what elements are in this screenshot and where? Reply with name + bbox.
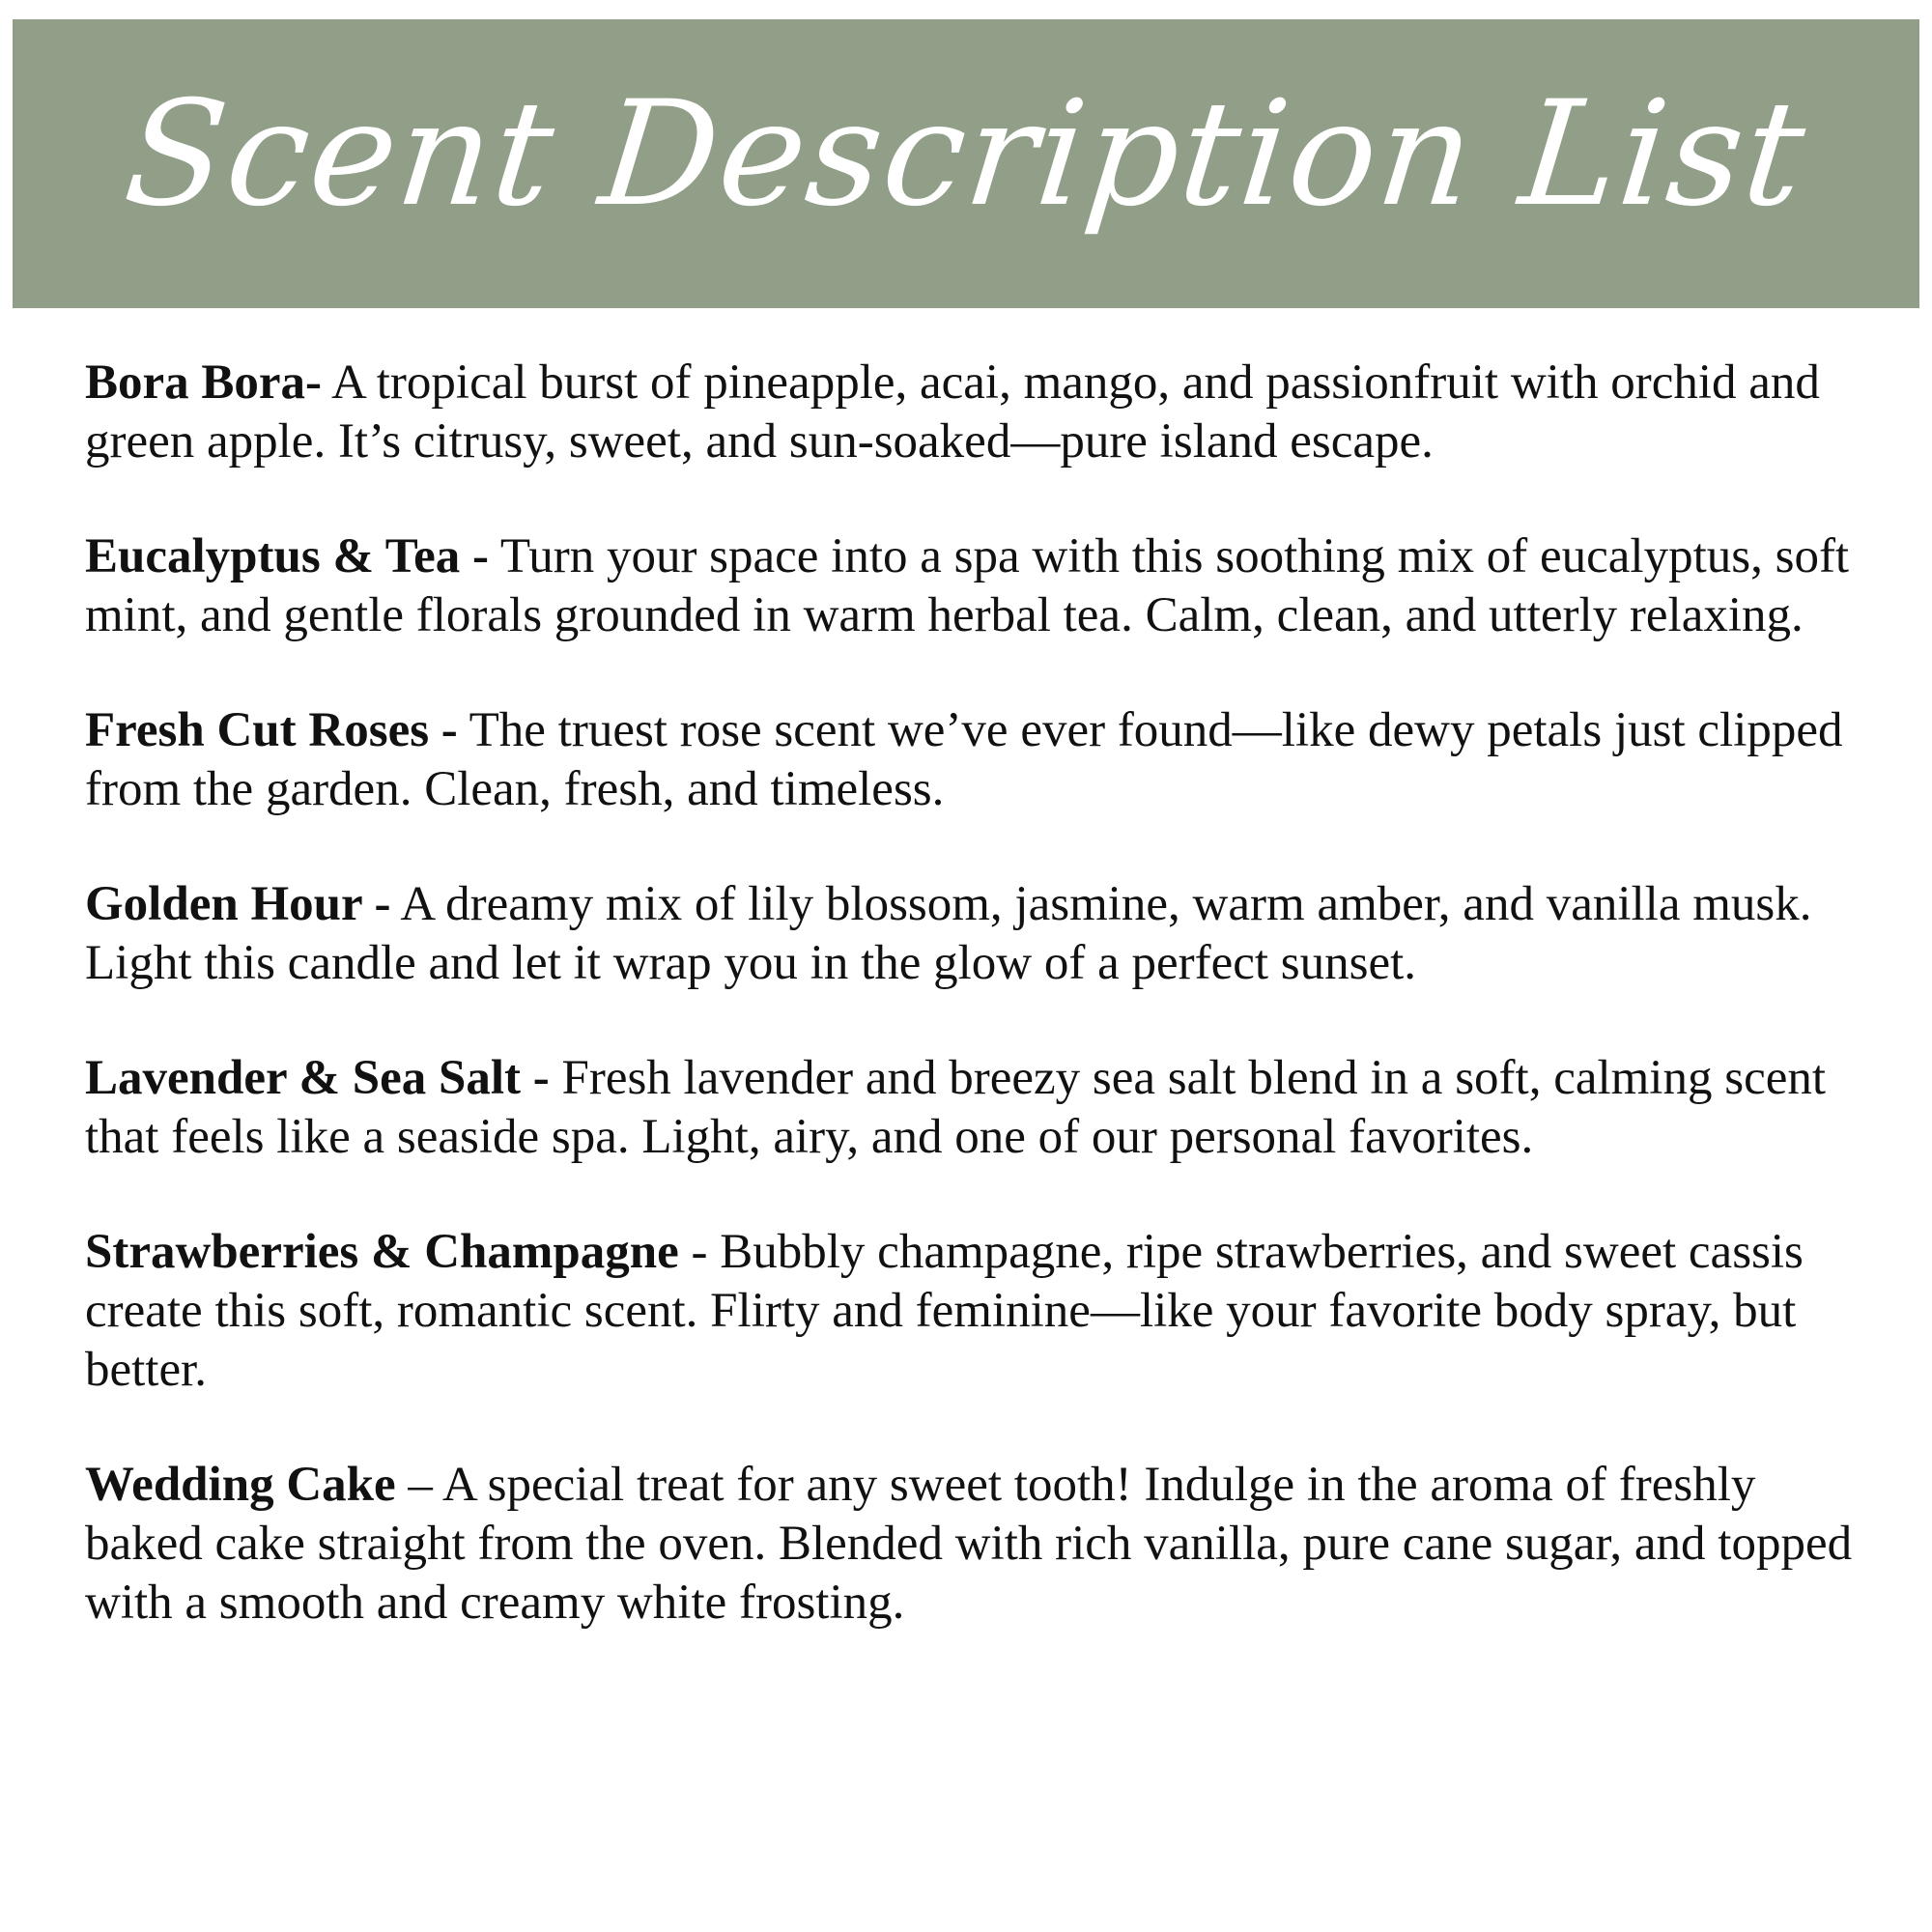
scent-entry-wedding-cake bbox=[85, 1456, 1882, 1633]
scent-description: Turn your space into a spa with this soothing mix of eucalyptus, soft mint, and gentle florals grounded in warm herbal tea. Calm, clean, and utterly relaxing. bbox=[85, 529, 1850, 642]
scent-name: Fresh Cut Roses - bbox=[85, 703, 458, 757]
scent-name: Eucalyptus & Tea - bbox=[85, 529, 490, 583]
scent-name: Lavender & Sea Salt - bbox=[85, 1051, 550, 1105]
scent-list bbox=[85, 354, 1882, 1689]
scent-entry-lavender-sea-salt bbox=[85, 1049, 1882, 1167]
scent-entry-eucalyptus-tea bbox=[85, 527, 1882, 645]
scent-entry-golden-hour bbox=[85, 875, 1882, 993]
scent-description: - Bubbly champagne, ripe strawberries, and sweet cassis create this soft, romantic scent. Flirty and feminine—like your favorite body spray, but better. bbox=[85, 1225, 1804, 1397]
scent-entry-bora-bora bbox=[85, 354, 1882, 471]
scent-description: The truest rose scent we’ve ever found—like dewy petals just clipped from the garden. Clean, fresh, and timeless. bbox=[85, 703, 1843, 816]
scent-description: A dreamy mix of lily blossom, jasmine, warm amber, and vanilla musk. Light this candle and let it wrap you in the glow of a perfect sunset. bbox=[85, 877, 1812, 990]
header-banner bbox=[13, 19, 1919, 308]
scent-description: Fresh lavender and breezy sea salt blend in a soft, calming scent that feels like a seaside spa. Light, airy, and one of our personal favorites. bbox=[85, 1051, 1827, 1164]
page-title: Scent Description List bbox=[118, 70, 1814, 239]
scent-name: Strawberries & Champagne bbox=[85, 1225, 679, 1279]
scent-description: A tropical burst of pineapple, acai, mango, and passionfruit with orchid and green apple. It’s citrusy, sweet, and sun-soaked—pure island escape. bbox=[85, 355, 1820, 469]
scent-entry-strawberries-champagne bbox=[85, 1223, 1882, 1400]
scent-name: Bora Bora- bbox=[85, 355, 323, 410]
scent-entry-fresh-cut-roses bbox=[85, 701, 1882, 819]
scent-name: Wedding Cake bbox=[85, 1458, 396, 1512]
scent-name: Golden Hour - bbox=[85, 877, 391, 931]
scent-description: – A special treat for any sweet tooth! Indulge in the aroma of freshly baked cake straight from the oven. Blended with rich vanilla, pure cane sugar, and topped with a smooth and creamy white frosting. bbox=[85, 1458, 1853, 1630]
